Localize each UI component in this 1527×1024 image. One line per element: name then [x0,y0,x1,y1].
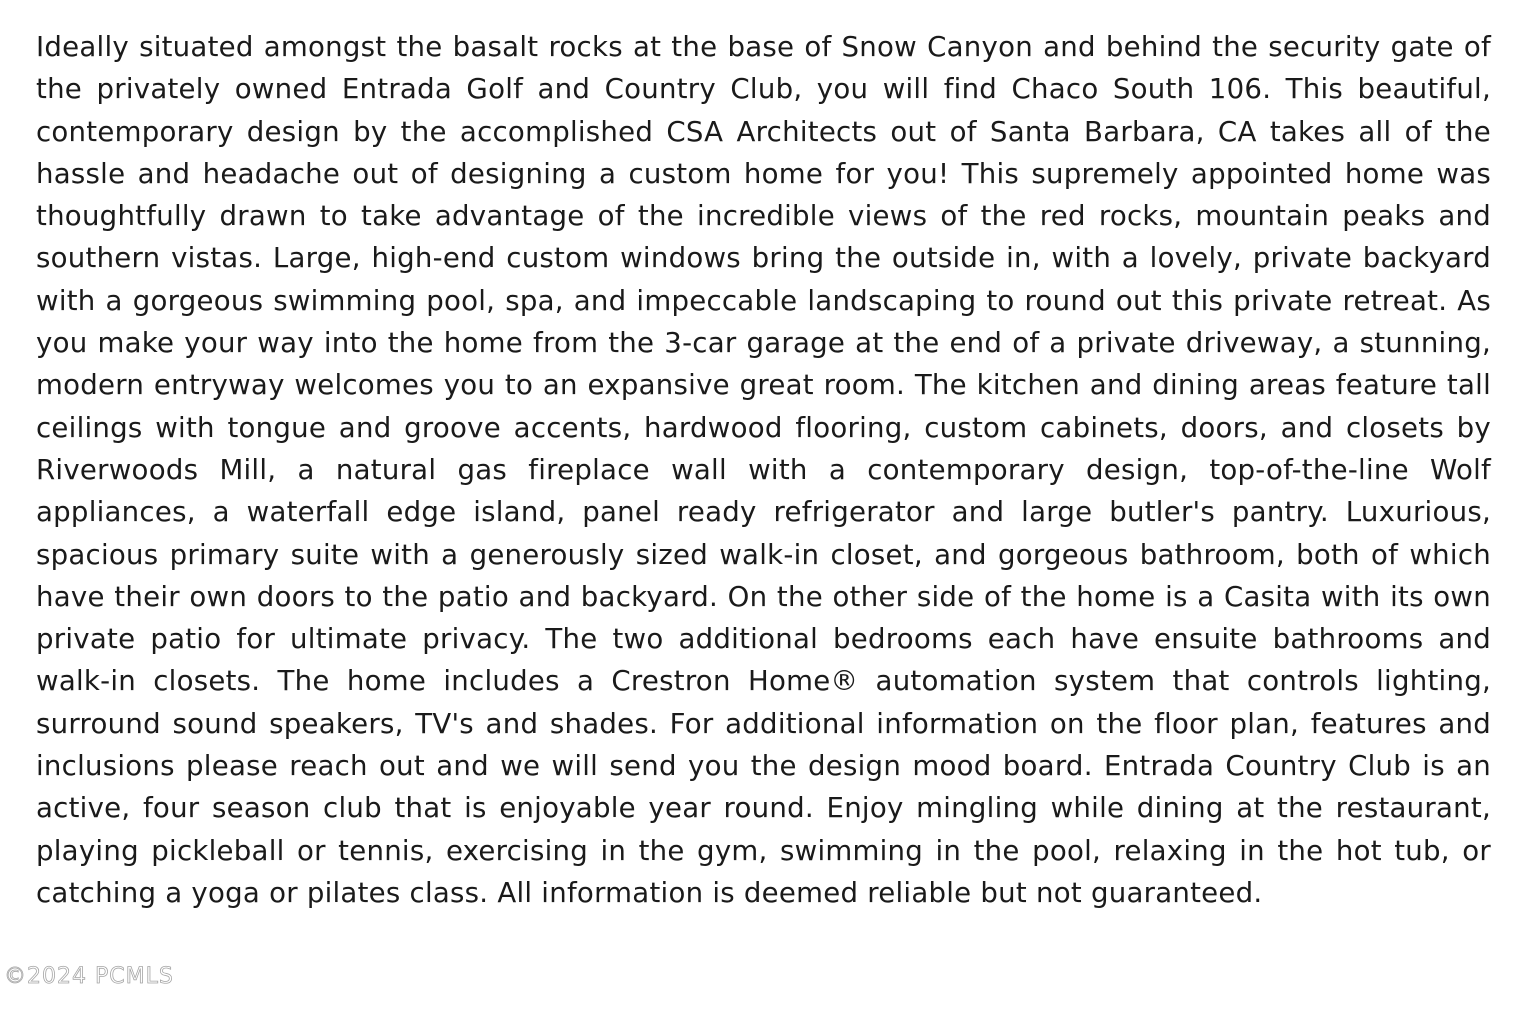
copyright-watermark: ©2024 PCMLS [4,964,174,989]
listing-description: Ideally situated amongst the basalt rocks at the base of Snow Canyon and behind the security gate of the privately owned Entrada Golf and Country Club, you will find Chaco South 106. This beautiful, contemporary design by the accomplished CSA Architects out of Santa Barbara, CA takes all of the hassle and headache out of designing a custom home for you! This supremely appointed home was thoughtfully drawn to take advantage of the incredible views of the red rocks, mountain peaks and southern vistas. Large, high-end custom windows bring the outside in, with a lovely, private backyard with a gorgeous swimming pool, spa, and impeccable landscaping to round out this private retreat. As you make your way into the home from the 3-car garage at the end of a private driveway, a stunning, modern entryway welcomes you to an expansive great room. The kitchen and dining areas feature tall ceilings with tongue and groove accents, hardwood flooring, custom cabinets, doors, and closets by Riverwoods Mill, a natural gas fireplace wall with a contemporary design, top-of-the-line Wolf appliances, a waterfall edge island, panel ready refrigerator and large butler's pantry. Luxurious, spacious primary suite with a generously sized walk-in closet, and gorgeous bathroom, both of which have their own doors to the patio and backyard. On the other side of the home is a Casita with its own private patio for ultimate privacy. The two additional bedrooms each have ensuite bathrooms and walk-in closets. The home includes a Crestron Home® automation system that controls lighting, surround sound speakers, TV's and shades. For additional information on the floor plan, features and inclusions please reach out and we will send you the design mood board. Entrada Country Club is an active, four season club that is enjoyable year round. Enjoy mingling while dining at the restaurant, playing pickleball or tennis, exercising in the gym, swimming in the pool, relaxing in the hot tub, or catching a yoga or pilates class. All information is deemed reliable but not guaranteed. [36,30,1491,909]
